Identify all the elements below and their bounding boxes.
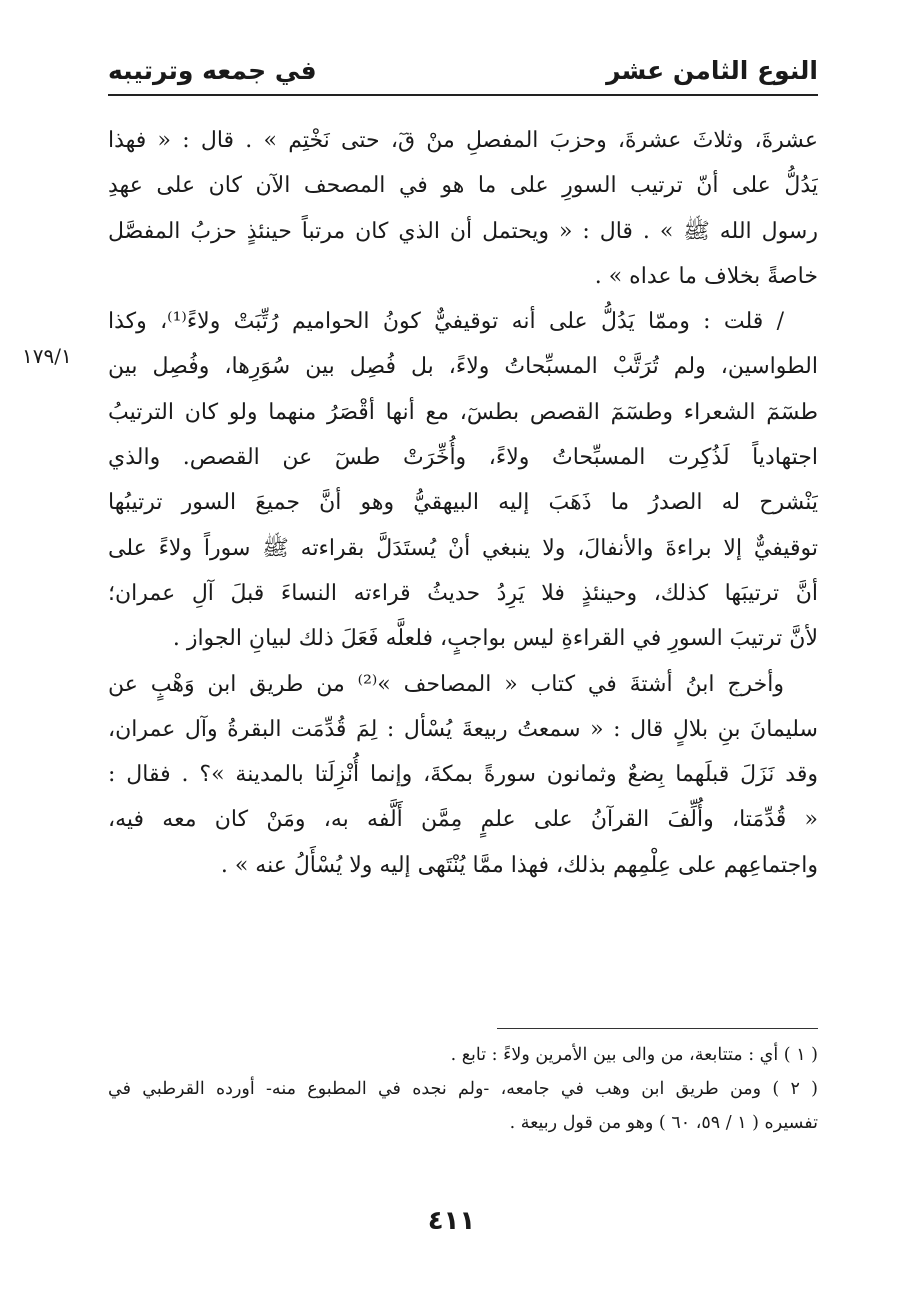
footnote-separator bbox=[497, 1028, 818, 1029]
chapter-title: النوع الثامن عشر bbox=[606, 56, 818, 85]
footnote-line: تفسيره ( ١ / ٥٩، ٦٠ ) وهو من قول ربيعة . bbox=[509, 1113, 818, 1133]
footnotes bbox=[108, 1038, 818, 1140]
text-line: أنَّ ترتيبَها كذلك، وحينئذٍ فلا يَرِدُ حديثُ قراءته النساءَ قبلَ آلِ عمران؛ bbox=[108, 580, 818, 606]
text-line: وأخرج ابنُ أشتةَ في كتاب « المصاحف »⁽²⁾ من طريق ابن وَهْبٍ عن bbox=[108, 671, 784, 697]
footnote-line: ( ٢ ) ومن طريق ابن وهب في جامعه، -ولم نجده في المطبوع منه- أورده القرطبي في bbox=[108, 1079, 818, 1099]
text-line: وقد نَزَلَ قبلَهما بِضعٌ وثمانون سورةً بمكةَ، وإنما أُنْزِلَتا بالمدينة »؟ . فقال : bbox=[108, 762, 818, 788]
running-header bbox=[108, 52, 818, 92]
text-line: عشرةَ، وثلاثَ عشرةَ، وحزبَ المفصلِ منْ قٓ، حتى نَخْتِم » . قال : « فهذا bbox=[108, 128, 818, 153]
text-line: توقيفيٌّ إلا براءةَ والأنفالَ، ولا ينبغي أنْ يُستَدَلَّ بقراءته ﷺ سوراً ولاءً على bbox=[108, 535, 818, 561]
header-rule bbox=[108, 94, 818, 96]
text-line: خاصةً بخلاف ما عداه » . bbox=[594, 263, 818, 289]
text-line: لأنَّ ترتيبَ السورِ في القراءةِ ليس بواجبٍ، فلعلَّه فَعَلَ ذلك لبيانِ الجواز . bbox=[172, 626, 818, 652]
text-line: / قلت : وممّا يَدُلُّ على أنه توقيفيٌّ كونُ الحواميم رُتِّبَتْ ولاءً⁽¹⁾، وكذا bbox=[108, 309, 785, 335]
text-line: رسول الله ﷺ » . قال : « ويحتمل أن الذي كان مرتباً حينئذٍ حزبُ المفصَّل bbox=[108, 218, 818, 244]
text-line: يَنْشرح له الصدرُ ما ذَهَبَ إليه البيهقيُّ وهو أنَّ جميعَ السور ترتيبُها bbox=[108, 490, 818, 516]
main-text bbox=[108, 118, 818, 888]
page-number: ٤١١ bbox=[427, 1206, 476, 1236]
footnote-line: ( ١ ) أي : متتابعة، من والى بين الأمرين ولاءً : تابع . bbox=[450, 1045, 818, 1065]
text-line: طسٓمٓ الشعراء وطسٓمٓ القصص بطسٓ، مع أنها أقْصَرُ منهما ولو كان الترتيبُ bbox=[108, 399, 818, 425]
margin-volume-page-reference: ١٧٩/١ bbox=[22, 344, 72, 368]
text-line: يَدُلُّ على أنّ ترتيب السورِ على ما هو في المصحف الآن كان على عهدِ bbox=[108, 173, 818, 199]
text-line: سليمانَ بنِ بلالٍ قال : « سمعتُ ربيعةَ يُسْأل : لِمَ قُدِّمَت البقرةُ وآل عمران، bbox=[108, 716, 818, 742]
text-line: واجتماعِهم على عِلْمِهم بذلك، فهذا ممَّا يُنْتَهى إليه ولا يُسْأَلُ عنه » . bbox=[220, 852, 818, 878]
text-line: الطواسين، ولم تُرَتَّبْ المسبِّحاتُ ولاءً، بل فُصِل بين سُوَرِها، وفُصِل بين bbox=[108, 354, 818, 380]
section-title: في جمعه وترتيبه bbox=[108, 56, 317, 85]
text-line: « قُدِّمَتا، وأُلِّفَ القرآنُ على علمٍ مِمَّن أَلَّفه به، ومَنْ كان معه فيه، bbox=[108, 807, 818, 833]
text-line: اجتهادياً لَذُكِرت المسبِّحاتُ ولاءً، وأُخِّرَتْ طسٓ عن القصص. والذي bbox=[108, 445, 818, 471]
